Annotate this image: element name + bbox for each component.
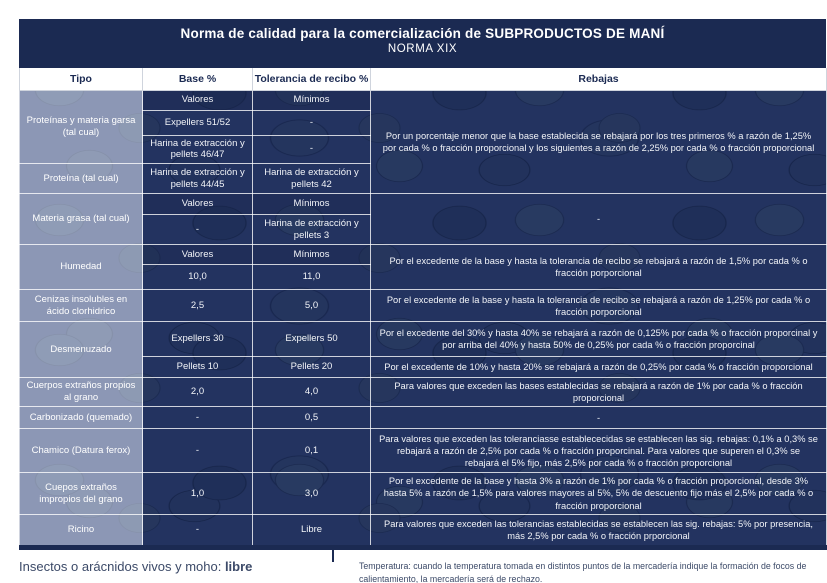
- table-row: [20, 290, 827, 322]
- tipo-cell-cenizas: Cenizas insolubles en ácido clorhidrico: [20, 290, 143, 322]
- tolerancia-cell: Harina de extracción y pellets 3: [253, 215, 371, 245]
- tolerancia-cell: -: [253, 135, 371, 164]
- base-cell: -: [143, 514, 253, 547]
- base-cell: Expellers 30: [143, 322, 253, 357]
- col-header-tipo: Tipo: [20, 68, 143, 90]
- rebajas-cell-humedad: Por el excedente de la base y hasta la tolerancia de recibo se rebajará a razón de 1,5% por cada % o fracción porporcional: [371, 245, 827, 290]
- col-header-tolerancia: Tolerancia de recibo %: [253, 68, 371, 90]
- tolerancia-cell: Harina de extracción y pellets 42: [253, 164, 371, 194]
- base-cell: 1,0: [143, 473, 253, 514]
- tolerancia-cell: Libre: [253, 514, 371, 547]
- tolerancia-cell: 3,0: [253, 473, 371, 514]
- header-row: [20, 68, 827, 90]
- base-cell: 10,0: [143, 265, 253, 290]
- tipo-cell-chamico: Chamico (Datura ferox): [20, 429, 143, 473]
- tolerancia-cell: 0,5: [253, 407, 371, 429]
- table-row: [20, 90, 827, 110]
- tolerancia-cell: Mínimos: [253, 90, 371, 110]
- temperatura-note: Temperatura: cuando la temperatura tomada en distintos puntos de la mercadería indique la formación de focos de calientamiento, la mercadería será de rechazo.: [359, 560, 807, 583]
- base-cell: Valores: [143, 194, 253, 215]
- page-title: Norma de calidad para la comercialización de SUBPRODUCTOS DE MANÍ: [180, 26, 665, 41]
- rebajas-cell-materia-grasa: -: [371, 194, 827, 245]
- rebajas-cell-carbonizado: -: [371, 407, 827, 429]
- table-row: [20, 378, 827, 407]
- footer: [19, 559, 826, 583]
- base-cell: Harina de extracción y pellets 46/47: [143, 135, 253, 164]
- base-cell: 2,5: [143, 290, 253, 322]
- base-cell: -: [143, 429, 253, 473]
- base-cell: 2,0: [143, 378, 253, 407]
- table-row: [20, 429, 827, 473]
- rebajas-cell-desmenuzado-expellers: Por el excedente del 30% y hasta 40% se rebajará a razón de 0,125% por cada % o fracción proporcinal y por arriba del 40% y hasta 50% de 0,25% por cada % o fracción proporcinal: [371, 322, 827, 357]
- table-row: [20, 322, 827, 357]
- table-row: [20, 407, 827, 429]
- tolerancia-cell: Mínimos: [253, 194, 371, 215]
- rebajas-cell-cuerpos-impropios: Por el excedente de la base y hasta 3% a razón de 1% por cada % o fracción proporcional, desde 3% hasta 5% a razón de 1,5% para valores mayores al 5%, 5% de descuento fijo más el 2,5% por cada % o fracción proporcional: [371, 473, 827, 514]
- footer-divider-tick: [332, 550, 334, 562]
- base-cell: Valores: [143, 90, 253, 110]
- base-cell: Valores: [143, 245, 253, 265]
- tolerancia-cell: -: [253, 110, 371, 135]
- tolerancia-cell: 5,0: [253, 290, 371, 322]
- base-cell: -: [143, 407, 253, 429]
- tolerancia-cell: 0,1: [253, 429, 371, 473]
- rebajas-cell-proteinas: Por un porcentaje menor que la base establecida se rebajará por los tres primeros % a razón de 1,25% por cada % o fracción proporcional y los siguientes a razón de 2,25% por cada % o fracción proporcional: [371, 90, 827, 194]
- col-header-base: Base %: [143, 68, 253, 90]
- tipo-cell-ricino: Ricino: [20, 514, 143, 547]
- title-band: [19, 19, 826, 68]
- insectos-note: [19, 559, 332, 583]
- tolerancia-cell: Mínimos: [253, 245, 371, 265]
- col-header-rebajas: Rebajas: [371, 68, 827, 90]
- rebajas-cell-cenizas: Por el excedente de la base y hasta la tolerancia de recibo se rebajará a razón de 1,25% por cada % o fracción porporcional: [371, 290, 827, 322]
- rebajas-cell-desmenuzado-pellets: Por el excedente de 10% y hasta 20% se rebajará a razón de 0,25% por cada % o fracción proporcional: [371, 357, 827, 378]
- tipo-cell-cuerpos-propios: Cuerpos extraños propios al grano: [20, 378, 143, 407]
- base-cell: Expellers 51/52: [143, 110, 253, 135]
- base-cell: Pellets 10: [143, 357, 253, 378]
- norma-table: [19, 68, 827, 550]
- tipo-cell-carbonizado: Carbonizado (quemado): [20, 407, 143, 429]
- tolerancia-cell: 4,0: [253, 378, 371, 407]
- page-subtitle: NORMA XIX: [387, 43, 458, 55]
- tipo-cell-proteinas: Proteínas y materia garsa (tal cual): [20, 90, 143, 164]
- table-row: [20, 514, 827, 547]
- tipo-cell-proteina: Proteína (tal cual): [20, 164, 143, 194]
- table-row: [20, 245, 827, 265]
- tipo-cell-materia-grasa: Materia grasa (tal cual): [20, 194, 143, 245]
- table-header: [20, 68, 827, 90]
- insectos-value: libre: [224, 558, 253, 574]
- tolerancia-cell: Expellers 50: [253, 322, 371, 357]
- table-row: [20, 194, 827, 215]
- base-cell: Harina de extracción y pellets 44/45: [143, 164, 253, 194]
- rebajas-cell-chamico: Para valores que exceden las toleranciasse establececidas se establecen las sig. rebajas: 0,1% a 0,3% se rebajará a razón de 2,5% por cada % o fracción proporcinal. Para valores que superen el 0,3% se rebajará el 5% fijo, más 2,5% por cada % o fracción proporcional: [371, 429, 827, 473]
- tipo-cell-humedad: Humedad: [20, 245, 143, 290]
- rebajas-cell-ricino: Para valores que exceden las tolerancias establecidas se establecen las sig. rebajas: 5% por presencia, más 2,5% por cada % o fracción prporcional: [371, 514, 827, 547]
- rebajas-cell-cuerpos-propios: Para valores que exceden las bases establecidas se rebajará a razón de 1% por cada % o fracción proporcional: [371, 378, 827, 407]
- tolerancia-cell: Pellets 20: [253, 357, 371, 378]
- tipo-cell-desmenuzado: Desmenuzado: [20, 322, 143, 378]
- base-cell: -: [143, 215, 253, 245]
- tolerancia-cell: 11,0: [253, 265, 371, 290]
- insectos-label: Insectos o arácnidos vivos y moho:: [19, 558, 225, 574]
- table-row: [20, 473, 827, 514]
- tipo-cell-cuerpos-impropios: Cuepos extraños impropios del grano: [20, 473, 143, 514]
